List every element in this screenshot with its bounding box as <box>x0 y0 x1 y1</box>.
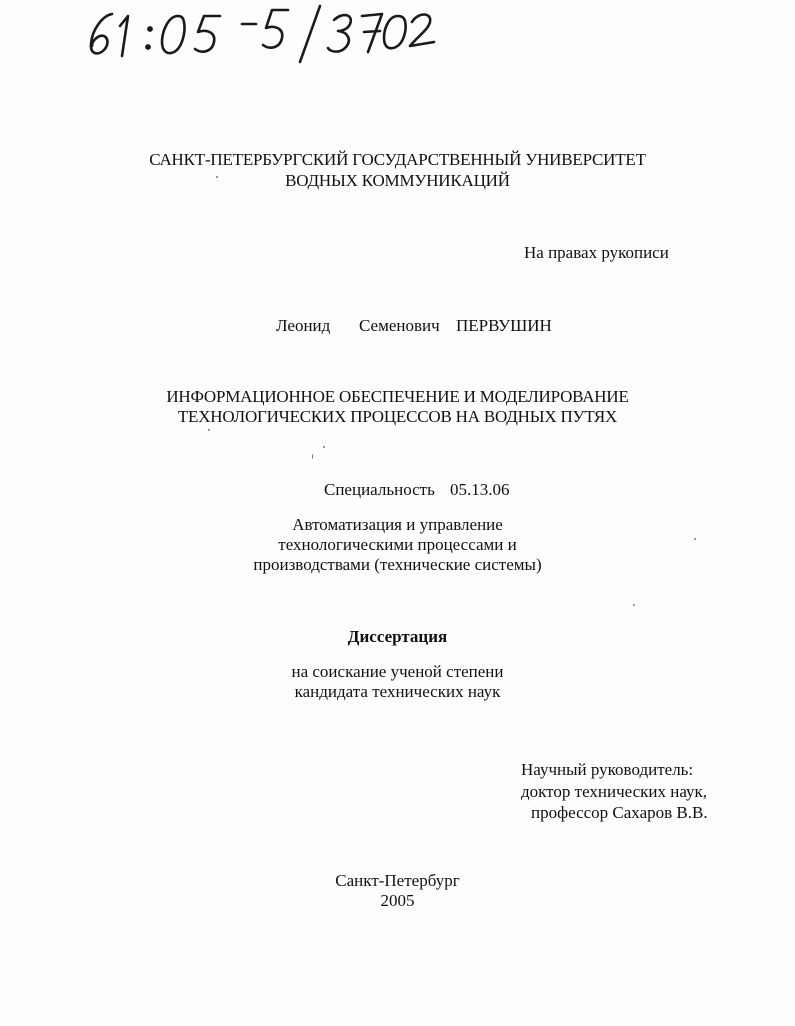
speck <box>323 446 325 448</box>
specialty-description-line-1: Автоматизация и управление <box>292 515 503 534</box>
handwritten-archive-code <box>82 2 452 64</box>
dissertation-heading: Диссертация <box>347 627 448 646</box>
speck <box>216 176 218 178</box>
thesis-title-line-2: ТЕХНОЛОГИЧЕСКИХ ПРОЦЕССОВ НА ВОДНЫХ ПУТЯХ <box>177 407 618 426</box>
footer-city: Санкт-Петербург <box>335 871 460 890</box>
author-first-name: Леонид <box>276 316 331 335</box>
specialty-code: 05.13.06 <box>450 480 510 499</box>
specialty-description-line-2: технологическими процессами и <box>278 535 517 554</box>
footer-year: 2005 <box>380 891 415 910</box>
handwritten-code-drawing <box>82 2 452 64</box>
university-name-line-2: ВОДНЫХ КОММУНИКАЦИЙ <box>285 171 510 190</box>
author-surname: ПЕРВУШИН <box>456 316 552 335</box>
university-name-line-1: САНКТ-ПЕТЕРБУРГСКИЙ ГОСУДАРСТВЕННЫЙ УНИВЕРСИТЕТ <box>149 150 646 169</box>
speck <box>312 454 313 459</box>
author-patronymic: Семенович <box>359 316 440 335</box>
specialty-label: Специальность <box>324 480 435 499</box>
degree-line-1: на соискание ученой степени <box>291 662 504 681</box>
supervisor-degree: доктор технических наук, <box>521 782 708 801</box>
manuscript-note: На правах рукописи <box>524 243 669 262</box>
thesis-title-line-1: ИНФОРМАЦИОННОЕ ОБЕСПЕЧЕНИЕ И МОДЕЛИРОВАНИЕ <box>166 387 629 406</box>
speck <box>633 604 635 606</box>
speck <box>208 429 210 431</box>
specialty-description-line-3: производствами (технические системы) <box>253 555 542 574</box>
supervisor-label: Научный руководитель: <box>521 760 694 779</box>
supervisor-name: профессор Сахаров В.В. <box>531 803 708 822</box>
degree-line-2: кандидата технических наук <box>294 682 501 701</box>
speck <box>694 538 696 540</box>
